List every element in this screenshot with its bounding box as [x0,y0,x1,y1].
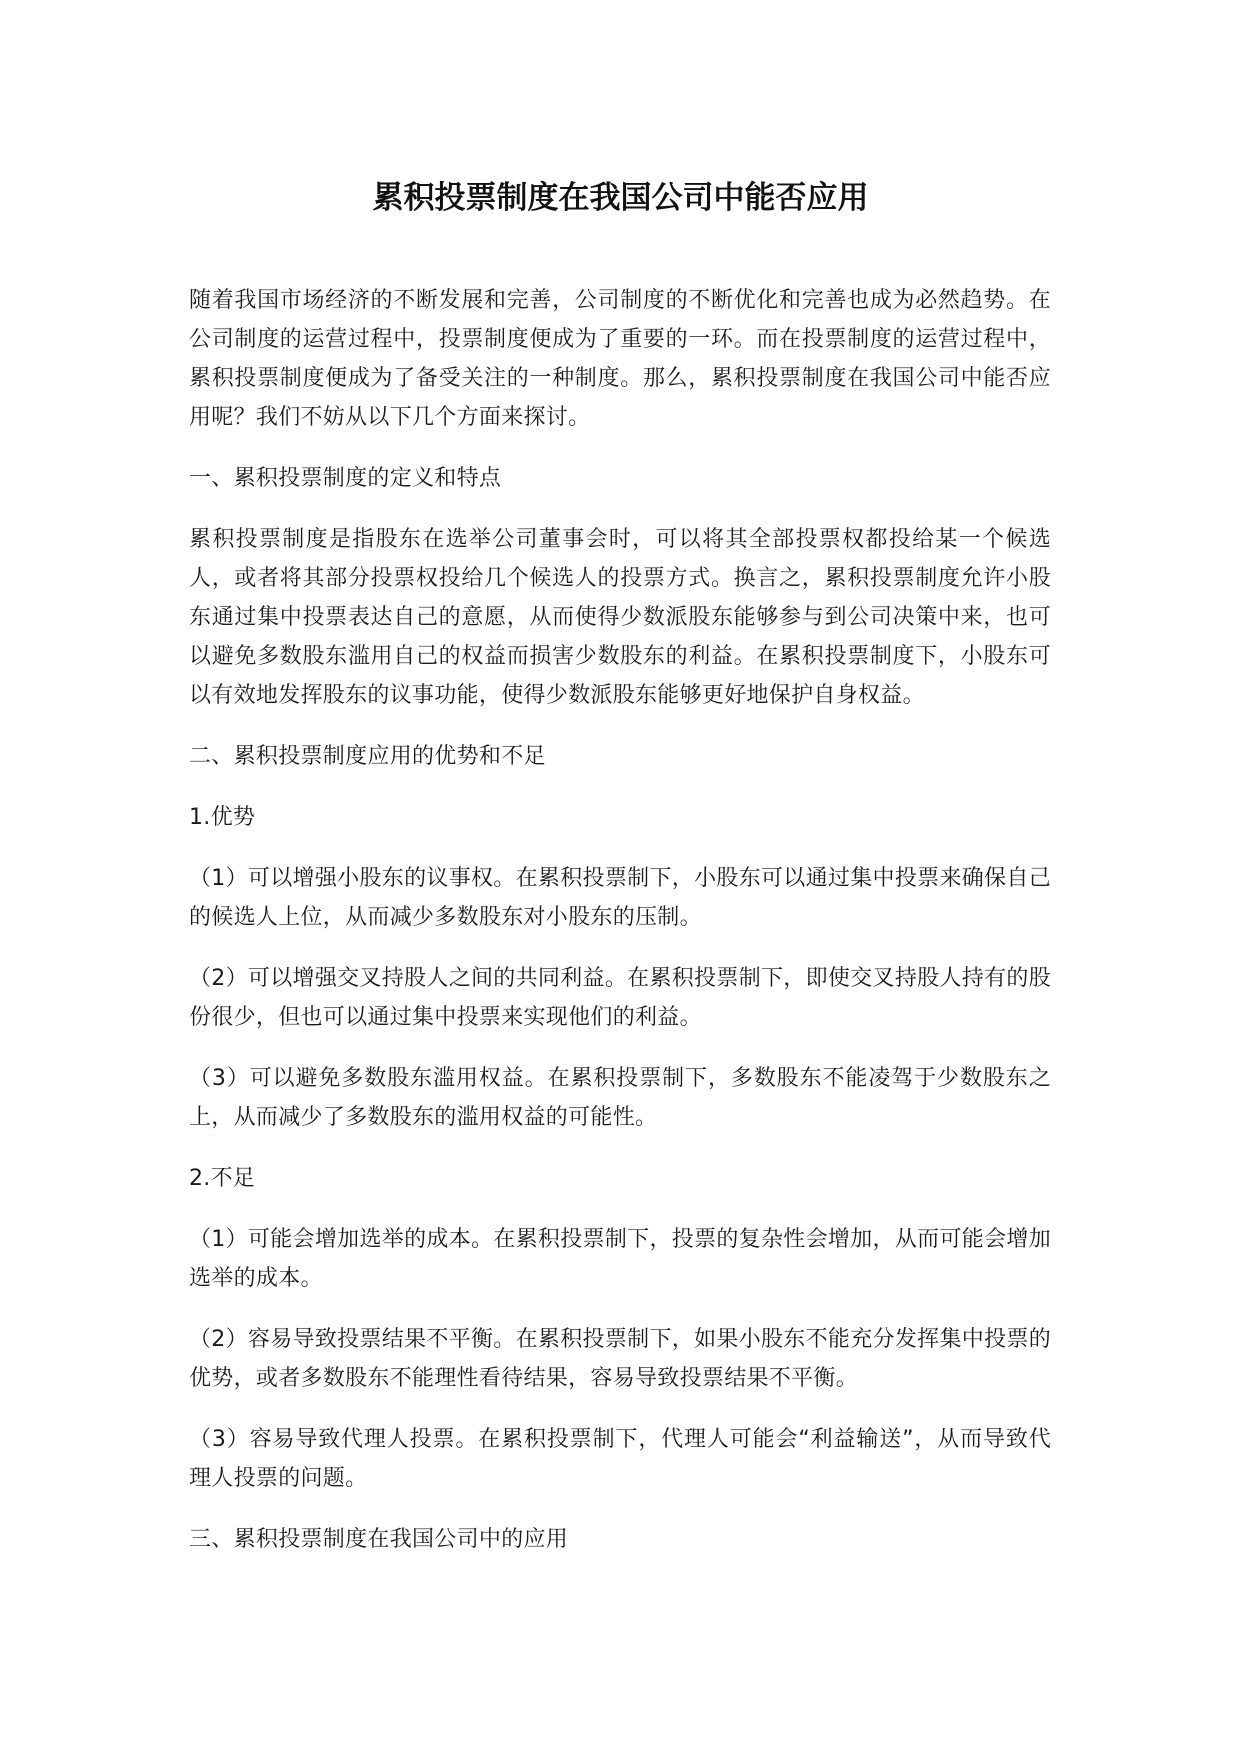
intro-paragraph: 随着我国市场经济的不断发展和完善，公司制度的不断优化和完善也成为必然趋势。在公司制度的运营过程中，投票制度便成为了重要的一环。而在投票制度的运营过程中，累积投票制度便成为了备受关注的一种制度。那么，累积投票制度在我国公司中能否应用呢？我们不妨从以下几个方面来探讨。 [189,288,1051,430]
disadvantage-item-2: （2）容易导致投票结果不平衡。在累积投票制下，如果小股东不能充分发挥集中投票的优势，或者多数股东不能理性看待结果，容易导致投票结果不平衡。 [189,1327,1051,1391]
section-heading-2: 二、累积投票制度应用的优势和不足 [189,744,546,769]
subheading-advantages: 1.优势 [189,805,256,830]
definition-paragraph: 累积投票制度是指股东在选举公司董事会时，可以将其全部投票权都投给某一个候选人，或者将其部分投票权投给几个候选人的投票方式。换言之，累积投票制度允许小股东通过集中投票表达自己的意愿，从而使得少数派股东能够参与到公司决策中来，也可以避免多数股东滥用自己的权益而损害少数股东的利益。在累积投票制度下，小股东可以有效地发挥股东的议事功能，使得少数派股东能够更好地保护自身权益。 [189,527,1051,708]
subheading-disadvantages: 2.不足 [189,1166,256,1191]
section-heading-3: 三、累积投票制度在我国公司中的应用 [189,1527,569,1552]
document-body [189,281,1051,1581]
document-title: 累积投票制度在我国公司中能否应用 [372,180,869,216]
advantage-item-1: （1）可以增强小股东的议事权。在累积投票制下，小股东可以通过集中投票来确保自己的候选人上位，从而减少多数股东对小股东的压制。 [189,866,1051,930]
advantage-item-2: （2）可以增强交叉持股人之间的共同利益。在累积投票制下，即使交叉持股人持有的股份很少，但也可以通过集中投票来实现他们的利益。 [189,966,1051,1030]
disadvantage-item-3: （3）容易导致代理人投票。在累积投票制下，代理人可能会“利益输送”，从而导致代理人投票的问题。 [189,1427,1051,1491]
section-heading-1: 一、累积投票制度的定义和特点 [189,466,502,491]
advantage-item-3: （3）可以避免多数股东滥用权益。在累积投票制下，多数股东不能凌驾于少数股东之上，从而减少了多数股东的滥用权益的可能性。 [189,1066,1051,1130]
disadvantage-item-1: （1）可能会增加选举的成本。在累积投票制下，投票的复杂性会增加，从而可能会增加选举的成本。 [189,1227,1051,1291]
